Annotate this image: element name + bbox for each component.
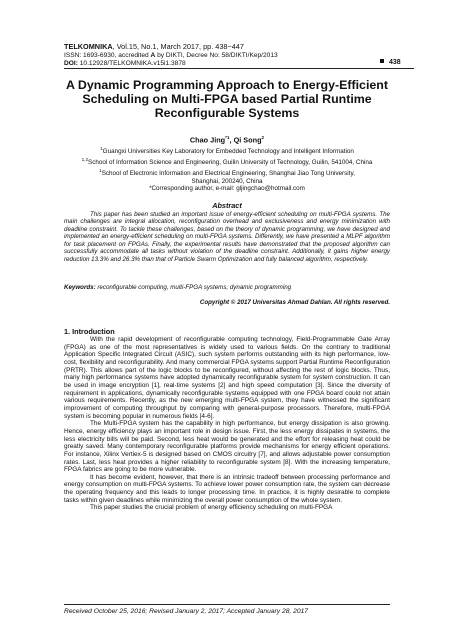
page-number-value: 438	[389, 59, 401, 66]
abstract-text: This paper has been studied an important issue of energy-efficient scheduling on multi-FPGA systems. The main challenges are integral allocation, reconfiguration overhead and exclusiveness and energy minimization with deadline constraint. To tackle these challenges, based on the theory of dynamic programming, we have designed and implemented an energy-efficient scheduling on multi-FPGA systems. Differently, we have presented a MLPF algorithm for task placement on FPGAs. Finally, the experimental results have demonstrated that the proposed algorithm can successfully accommodate all tasks without violation of the deadline constraint. Additionally, it gains higher energy reduction 13.3% and 26.3% than that of Particle Swarm Optimization and fully balanced algorithm, respectively.	[64, 211, 390, 263]
issn-text: ISSN: 1693-6930, accredited	[64, 51, 151, 59]
author-1-sup: *1	[225, 135, 230, 140]
journal-name: TELKOMNIKA	[64, 42, 113, 51]
footer-divider	[64, 604, 390, 605]
section-body	[64, 336, 390, 512]
doi-label: DOI:	[64, 59, 78, 67]
author-2: Qi Song	[233, 135, 262, 145]
paragraph-3: It has become evident, however, that there is an intrinsic tradeoff between processing performance and energy consumption on multi-FPGA systems. To achieve lower power consumption rate, the system can decrease the operating frequency and this leads to longer processing time. In practice, it is highly desirable to complete tasks within given deadlines while minimizing the overall power consumption of the whole system.	[64, 473, 390, 504]
page-number	[380, 59, 401, 66]
journal-header	[64, 43, 414, 68]
keywords-label: Keywords:	[64, 284, 96, 291]
doi-line	[64, 60, 414, 68]
paragraph-4: This paper studies the crucial problem of energy efficiency scheduling on multi-FPGA	[90, 504, 333, 512]
keywords-text: reconfigurable computing, multi-FPGA systems, dynamic programming	[95, 284, 292, 291]
doi-value[interactable]: 10.12928/TELKOMNIKA.v15i1.3878	[77, 59, 186, 67]
affiliation-2	[64, 156, 390, 167]
affiliation-1-text: Guangxi Universities Key Laboratory for Embedded Technology and Intelligent Information	[102, 148, 354, 156]
author-separator: ,	[229, 135, 234, 145]
author-1: Chao Jing	[189, 135, 226, 145]
keywords	[64, 284, 390, 291]
paragraph-2: The Multi-FPGA system has the capability in high performance, but energy dissipation is also growing. Hence, energy efficiency plays an important role in design issue. First, the less energy dissipates in systems, the less electricity bills will be paid. Second, less heat would be generated and the effort for releasing heat could be greatly saved. Many contemporary reconfigurable platforms provide mechanisms for energy efficient operations. For instance, Xilinx Vertiex-5 is designed based on CMOS circuitry [7], and allows adjustable power consumption rates. Last, less heat provides a higher reliability to reconfigurable system [8]. With the increasing temperature, FPGA fabrics are going to be more vulnerable.	[64, 420, 390, 474]
copyright-notice: Copyright © 2017 Universitas Ahmad Dahlan. All rights reserved.	[199, 299, 390, 306]
affiliation-3-text: School of Electronic Information and Electrical Engineering, Shanghai Jiao Tong University,	[101, 169, 355, 177]
section-heading: 1. Introduction	[64, 327, 115, 336]
issn-line	[64, 52, 414, 60]
accreditation-grade: A	[150, 51, 156, 59]
affiliation-3	[64, 167, 390, 178]
affiliation-3-sup: 1	[99, 167, 102, 173]
abstract-heading: Abstract	[212, 201, 242, 210]
affiliation-2-text: School of Information Science and Engineering, Guilin University of Technology, Guilin, 541004, China	[88, 158, 373, 166]
paragraph-1: With the rapid development of reconfigurable computing technology, Field-Programmable Gate Array (FPGA) as one of the most representatives is widely used to various fields. On the contrary to traditional Application Specific Integrated Circuit (ASIC), such system performs outstanding with its high performance, low-cost, flexibility and reconfigurability. And many commercial FPGA systems support Partial Runtime Reconfiguration (PRTR). This allows part of the logic blocks to be reconfigured, without affecting the rest of logic blocks. Thus, many high performance systems have adopted dynamically reconfigurable system for system construction. It can be used in image encryption [1], real-time systems [2] and high speed computation [3]. Since the diversity of requirement in applications, dynamically reconfigurable systems equipped with one FPGA board could not attain various requirements. Recently, as the new emerging multi-FPGA system, they have witnessed the significant improvement of computing throughput by comparing with general-purpose processors. Therefore, multi-FPGA system is becoming popular in numerous fields [4-6].	[64, 336, 390, 420]
affiliations	[64, 145, 390, 193]
paper-title: A Dynamic Programming Approach to Energy-Efficient Scheduling on Multi-FPGA based Partial Runtime Reconfigurable Systems	[66, 78, 388, 120]
received-dates: Received October 25, 2016; Revised January 2, 2017; Accepted January 28, 2017	[64, 608, 309, 615]
journal-issue: , Vol.15, No.1, March 2017, pp. 438~447	[112, 42, 244, 51]
author-2-sup: 2	[261, 135, 265, 140]
authors	[64, 135, 390, 144]
corresponding-author: *Corresponding author, e-mail: gljingchao@hotmail.com	[149, 185, 305, 193]
square-bullet-icon	[380, 59, 384, 63]
affiliation-1-sup: 1	[100, 146, 103, 151]
affiliation-3-city: Shanghai, 200240, China	[191, 177, 263, 185]
header-divider	[64, 68, 414, 69]
affiliation-2-sup: 1,2	[81, 156, 89, 162]
decree-text: by DIKTI, Decree No: 58/DIKTI/Kep/2013	[155, 51, 278, 59]
journal-citation	[64, 43, 414, 52]
affiliation-1	[64, 145, 390, 156]
